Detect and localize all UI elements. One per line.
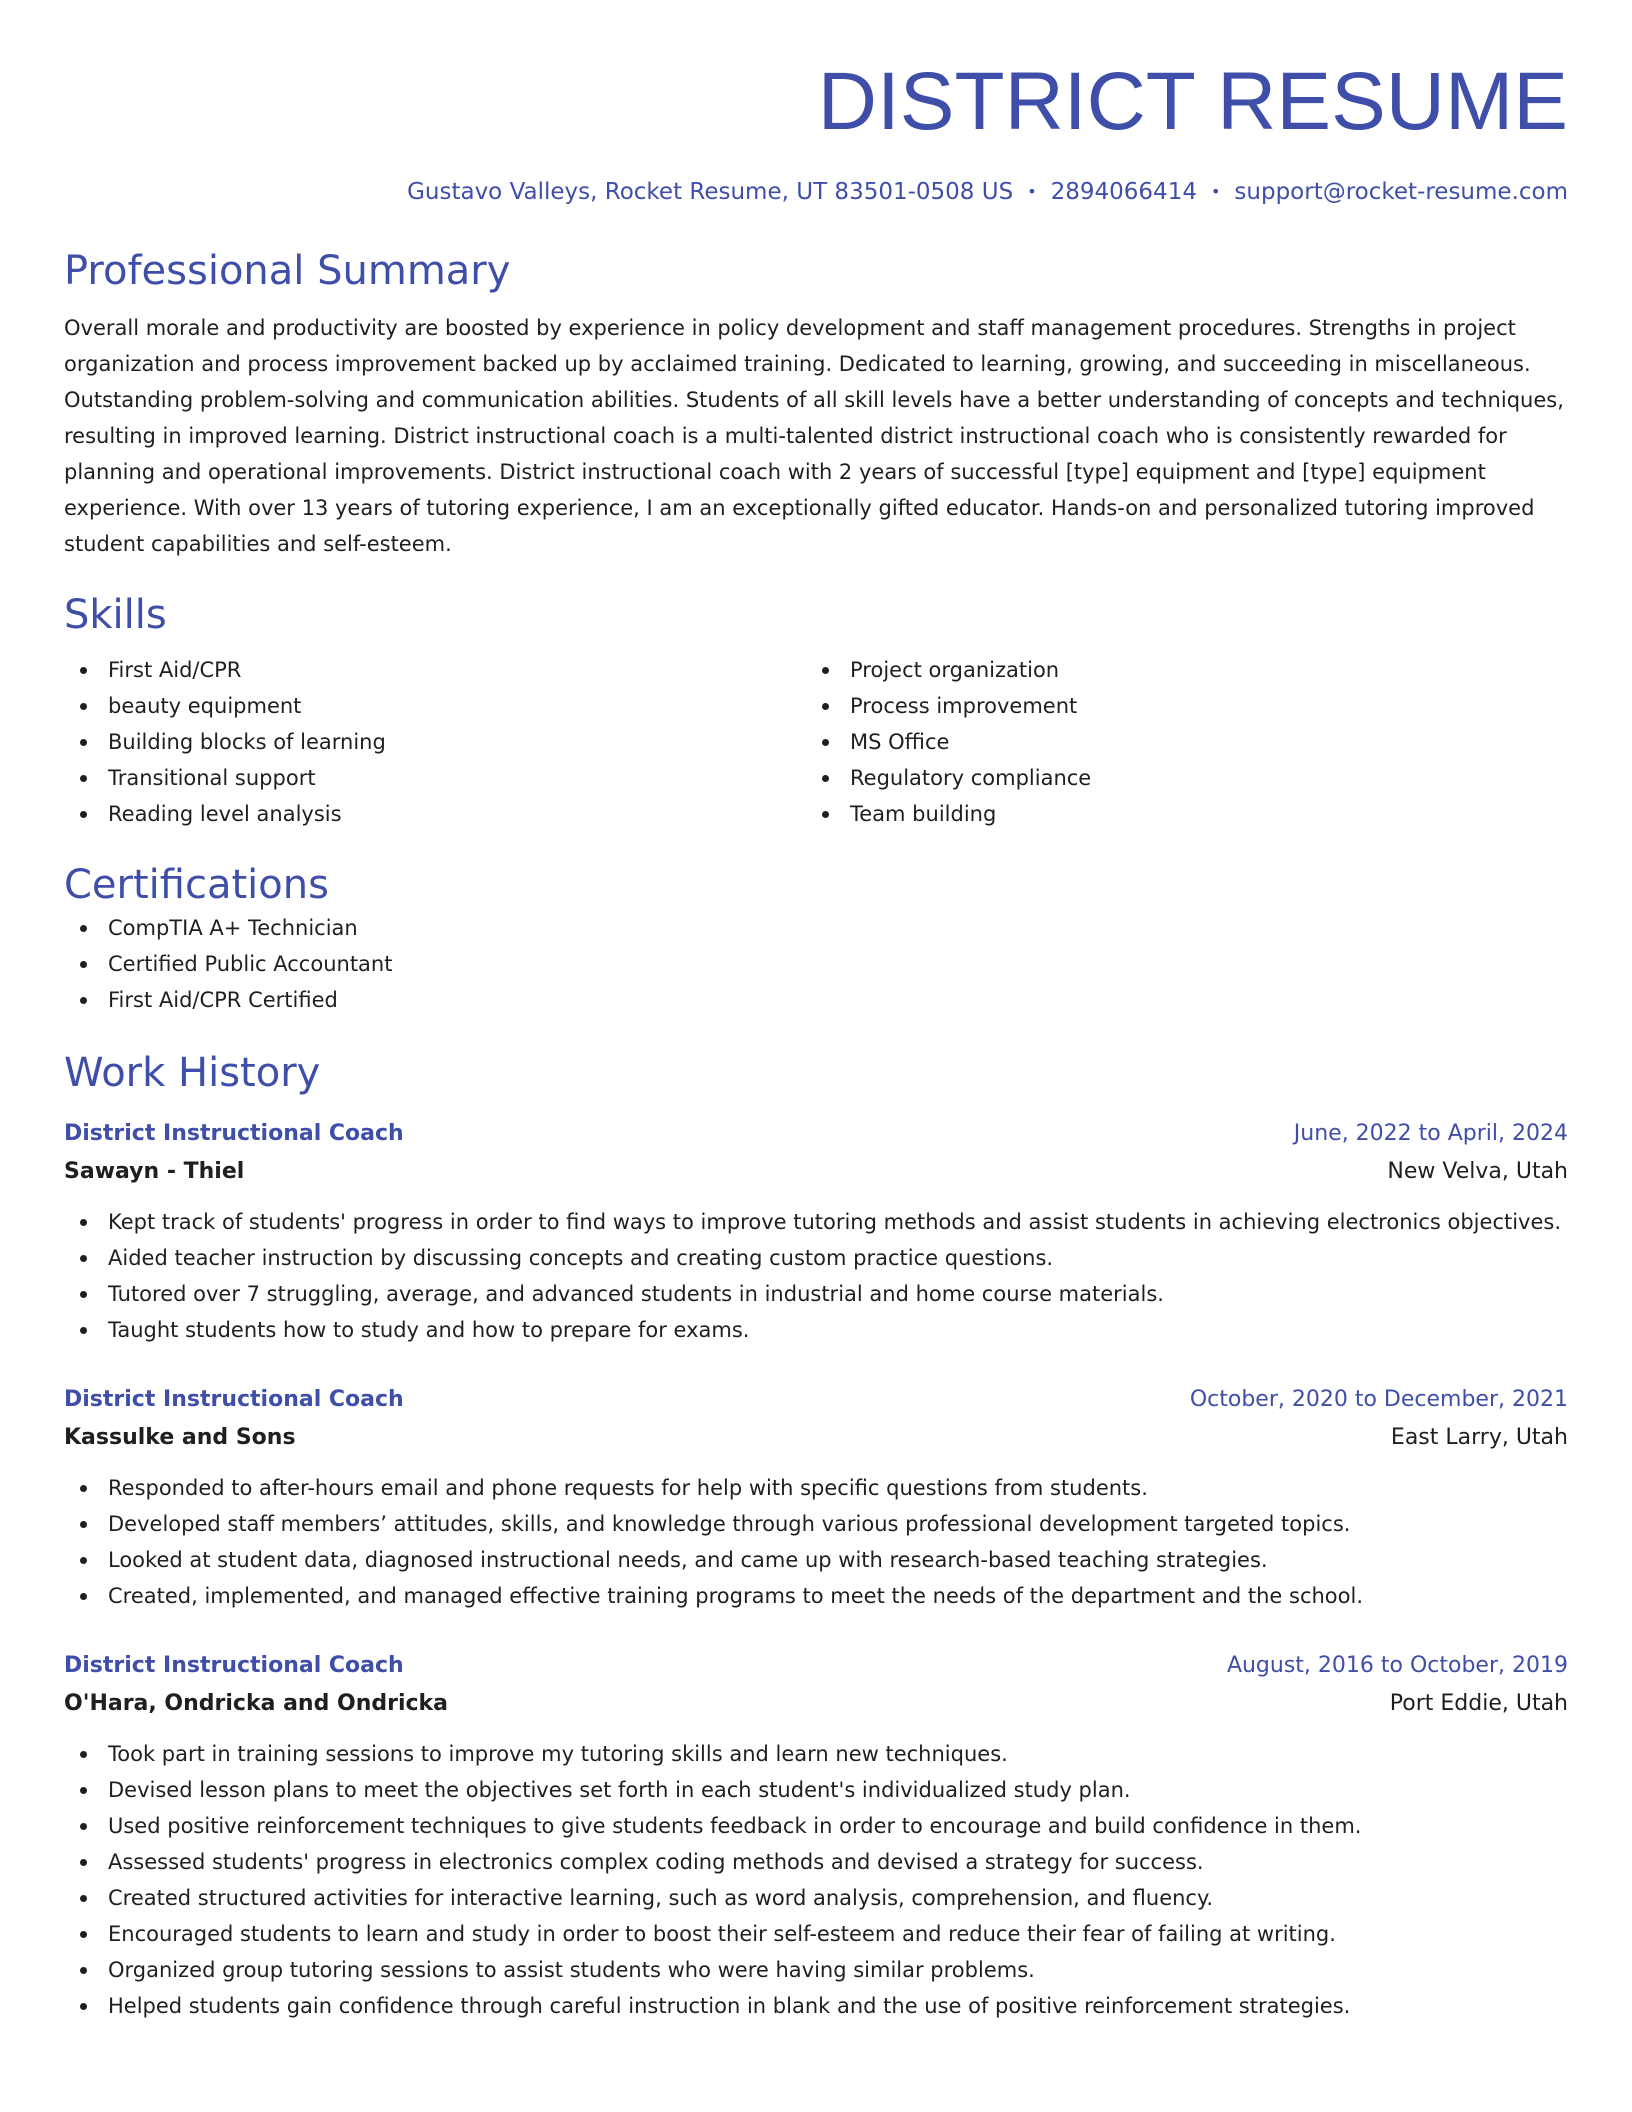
bullet-icon bbox=[80, 1859, 87, 1866]
section-title-summary: Professional Summary bbox=[64, 248, 511, 294]
skill-item bbox=[64, 760, 806, 796]
job-dates: August, 2016 to October, 2019 bbox=[1226, 1653, 1568, 1678]
bullet-icon bbox=[822, 667, 829, 674]
job-duty-text: Kept track of students' progress in order to find ways to improve tutoring methods and assist students in achieving electronics objectives. bbox=[108, 1210, 1562, 1234]
job-location: East Larry, Utah bbox=[1390, 1425, 1568, 1450]
contact-phone: 2894066414 bbox=[1050, 179, 1197, 205]
skill-label: MS Office bbox=[850, 730, 950, 754]
skills-grid bbox=[64, 652, 1568, 832]
skill-label: Reading level analysis bbox=[108, 802, 342, 826]
job-duty-text: Created structured activities for interactive learning, such as word analysis, comprehension, and fluency. bbox=[108, 1886, 1214, 1910]
skill-label: Project organization bbox=[850, 658, 1060, 682]
job-duty bbox=[64, 1772, 1568, 1808]
section-title-work-history: Work History bbox=[64, 1050, 321, 1096]
job-duty-text: Used positive reinforcement techniques to give students feedback in order to encourage and build confidence in them. bbox=[108, 1814, 1362, 1838]
job-duty bbox=[64, 1204, 1568, 1240]
job-duty bbox=[64, 1808, 1568, 1844]
skill-label: Team building bbox=[850, 802, 997, 826]
bullet-icon bbox=[80, 1823, 87, 1830]
bullet-icon bbox=[80, 1967, 87, 1974]
bullet-icon bbox=[80, 811, 87, 818]
skill-label: Regulatory compliance bbox=[850, 766, 1092, 790]
job-entry bbox=[64, 1382, 1568, 1614]
job-duty bbox=[64, 1736, 1568, 1772]
contact-separator: • bbox=[1027, 182, 1037, 201]
job-duty-text: Looked at student data, diagnosed instructional needs, and came up with research-based teaching strategies. bbox=[108, 1548, 1268, 1572]
bullet-icon bbox=[80, 2003, 87, 2010]
job-duty bbox=[64, 1952, 1568, 1988]
bullet-icon bbox=[80, 1255, 87, 1262]
job-title: District Instructional Coach bbox=[64, 1387, 404, 1412]
bullet-icon bbox=[80, 1895, 87, 1902]
certification-item bbox=[64, 982, 1568, 1018]
job-duty bbox=[64, 1578, 1568, 1614]
skill-item bbox=[64, 652, 806, 688]
certifications-section bbox=[64, 860, 1568, 1018]
bullet-icon bbox=[80, 925, 87, 932]
job-duty bbox=[64, 1276, 1568, 1312]
skill-item bbox=[64, 724, 806, 760]
job-duty-text: Assessed students' progress in electronics complex coding methods and devised a strategy for success. bbox=[108, 1850, 1204, 1874]
job-company-row bbox=[64, 1684, 1568, 1724]
job-location: New Velva, Utah bbox=[1387, 1159, 1568, 1184]
job-duty-text: Took part in training sessions to improve my tutoring skills and learn new techniques. bbox=[108, 1742, 1008, 1766]
summary-section bbox=[64, 246, 1568, 562]
contact-separator: • bbox=[1210, 182, 1221, 201]
job-duty bbox=[64, 1542, 1568, 1578]
summary-text: Overall morale and productivity are boosted by experience in policy development and staff management procedures. Strengths in project organization and process improvement backed up by acclaimed training. Dedicated to learning, growing, and succeeding in miscellaneous. Outstanding problem-solving and communication abilities. Students of all skill levels have a better understanding of concepts and techniques, resulting in improved learning. District instructional coach is a multi-talented district instructional coach who is consistently rewarded for planning and operational improvements. District instructional coach with 2 years of successful [type] equipment and [type] equipment experience. With over 13 years of tutoring experience, I am an exceptionally gifted educator. Hands-on and personalized tutoring improved student capabilities and self-esteem. bbox=[64, 316, 1564, 556]
bullet-icon bbox=[80, 1557, 87, 1564]
bullet-icon bbox=[80, 1485, 87, 1492]
skills-section bbox=[64, 590, 1568, 832]
bullet-icon bbox=[822, 703, 829, 710]
job-title: District Instructional Coach bbox=[64, 1121, 404, 1146]
job-company: O'Hara, Ondricka and Ondricka bbox=[64, 1691, 449, 1716]
candidate-name: DISTRICT RESUME bbox=[817, 56, 1568, 147]
bullet-icon bbox=[80, 1751, 87, 1758]
skill-item bbox=[806, 796, 1548, 832]
skill-item bbox=[806, 760, 1548, 796]
job-duty-text: Developed staff members’ attitudes, skills, and knowledge through various professional development targeted topics. bbox=[108, 1512, 1351, 1536]
contact-address: Gustavo Valleys, Rocket Resume, UT 83501-0508 US bbox=[407, 179, 1014, 205]
bullet-icon bbox=[80, 1327, 87, 1334]
bullet-icon bbox=[80, 775, 87, 782]
section-title-certifications: Certifications bbox=[64, 862, 329, 908]
contact-email: support@rocket-resume.com bbox=[1234, 179, 1568, 205]
skill-label: Transitional support bbox=[108, 766, 316, 790]
skill-item bbox=[64, 688, 806, 724]
skills-list-right bbox=[806, 652, 1548, 832]
skill-label: First Aid/CPR bbox=[108, 658, 242, 682]
bullet-icon bbox=[80, 1931, 87, 1938]
skill-label: Building blocks of learning bbox=[108, 730, 386, 754]
bullet-icon bbox=[80, 1593, 87, 1600]
skill-item bbox=[806, 724, 1548, 760]
job-duty-text: Aided teacher instruction by discussing concepts and creating custom practice questions. bbox=[108, 1246, 1054, 1270]
job-duties-list bbox=[64, 1470, 1568, 1614]
skill-label: Process improvement bbox=[850, 694, 1078, 718]
job-duty bbox=[64, 1916, 1568, 1952]
job-dates: October, 2020 to December, 2021 bbox=[1189, 1387, 1568, 1412]
bullet-icon bbox=[80, 739, 87, 746]
certification-label: CompTIA A+ Technician bbox=[108, 916, 358, 940]
certification-label: First Aid/CPR Certified bbox=[108, 988, 338, 1012]
job-duty bbox=[64, 1312, 1568, 1348]
job-entry bbox=[64, 1648, 1568, 2024]
job-duty-text: Taught students how to study and how to prepare for exams. bbox=[108, 1318, 750, 1342]
job-header-row bbox=[64, 1116, 1568, 1152]
bullet-icon bbox=[822, 739, 829, 746]
bullet-icon bbox=[80, 1219, 87, 1226]
job-company-row bbox=[64, 1152, 1568, 1192]
bullet-icon bbox=[80, 997, 87, 1004]
job-location: Port Eddie, Utah bbox=[1389, 1691, 1568, 1716]
skill-label: beauty equipment bbox=[108, 694, 302, 718]
bullet-icon bbox=[80, 667, 87, 674]
job-duty-text: Created, implemented, and managed effective training programs to meet the needs of the department and the school. bbox=[108, 1584, 1364, 1608]
section-title-skills: Skills bbox=[64, 592, 167, 638]
job-duty-text: Organized group tutoring sessions to assist students who were having similar problems. bbox=[108, 1958, 1035, 1982]
bullet-icon bbox=[822, 775, 829, 782]
certification-label: Certified Public Accountant bbox=[108, 952, 393, 976]
skills-column-left bbox=[64, 652, 806, 832]
skills-column-right bbox=[806, 652, 1548, 832]
job-title: District Instructional Coach bbox=[64, 1653, 404, 1678]
job-duty-text: Encouraged students to learn and study in order to boost their self-esteem and reduce their fear of failing at writing. bbox=[108, 1922, 1336, 1946]
job-company-row bbox=[64, 1418, 1568, 1458]
job-header-row bbox=[64, 1382, 1568, 1418]
bullet-icon bbox=[80, 703, 87, 710]
job-duty bbox=[64, 1988, 1568, 2024]
job-duties-list bbox=[64, 1204, 1568, 1348]
skill-item bbox=[806, 652, 1548, 688]
skills-list-left bbox=[64, 652, 806, 832]
job-duty bbox=[64, 1880, 1568, 1916]
job-duty bbox=[64, 1506, 1568, 1542]
contact-line bbox=[64, 176, 1568, 208]
bullet-icon bbox=[80, 1291, 87, 1298]
skill-item bbox=[64, 796, 806, 832]
bullet-icon bbox=[80, 961, 87, 968]
job-duty bbox=[64, 1240, 1568, 1276]
work-history-section bbox=[64, 1048, 1568, 2024]
certifications-list bbox=[64, 910, 1568, 1018]
certification-item bbox=[64, 910, 1568, 946]
job-company: Sawayn - Thiel bbox=[64, 1159, 245, 1184]
job-duty bbox=[64, 1470, 1568, 1506]
bullet-icon bbox=[80, 1521, 87, 1528]
job-duty-text: Responded to after-hours email and phone requests for help with specific questions from students. bbox=[108, 1476, 1148, 1500]
job-duty-text: Devised lesson plans to meet the objectives set forth in each student's individualized study plan. bbox=[108, 1778, 1131, 1802]
job-company: Kassulke and Sons bbox=[64, 1425, 296, 1450]
job-entry bbox=[64, 1116, 1568, 1348]
job-header-row bbox=[64, 1648, 1568, 1684]
certification-item bbox=[64, 946, 1568, 982]
job-duty bbox=[64, 1844, 1568, 1880]
job-dates: June, 2022 to April, 2024 bbox=[1293, 1121, 1568, 1146]
bullet-icon bbox=[822, 811, 829, 818]
skill-item bbox=[806, 688, 1548, 724]
job-duty-text: Helped students gain confidence through careful instruction in blank and the use of positive reinforcement strategies. bbox=[108, 1994, 1351, 2018]
resume-header bbox=[64, 56, 1568, 208]
job-duty-text: Tutored over 7 struggling, average, and advanced students in industrial and home course materials. bbox=[108, 1282, 1164, 1306]
bullet-icon bbox=[80, 1787, 87, 1794]
job-duties-list bbox=[64, 1736, 1568, 2024]
